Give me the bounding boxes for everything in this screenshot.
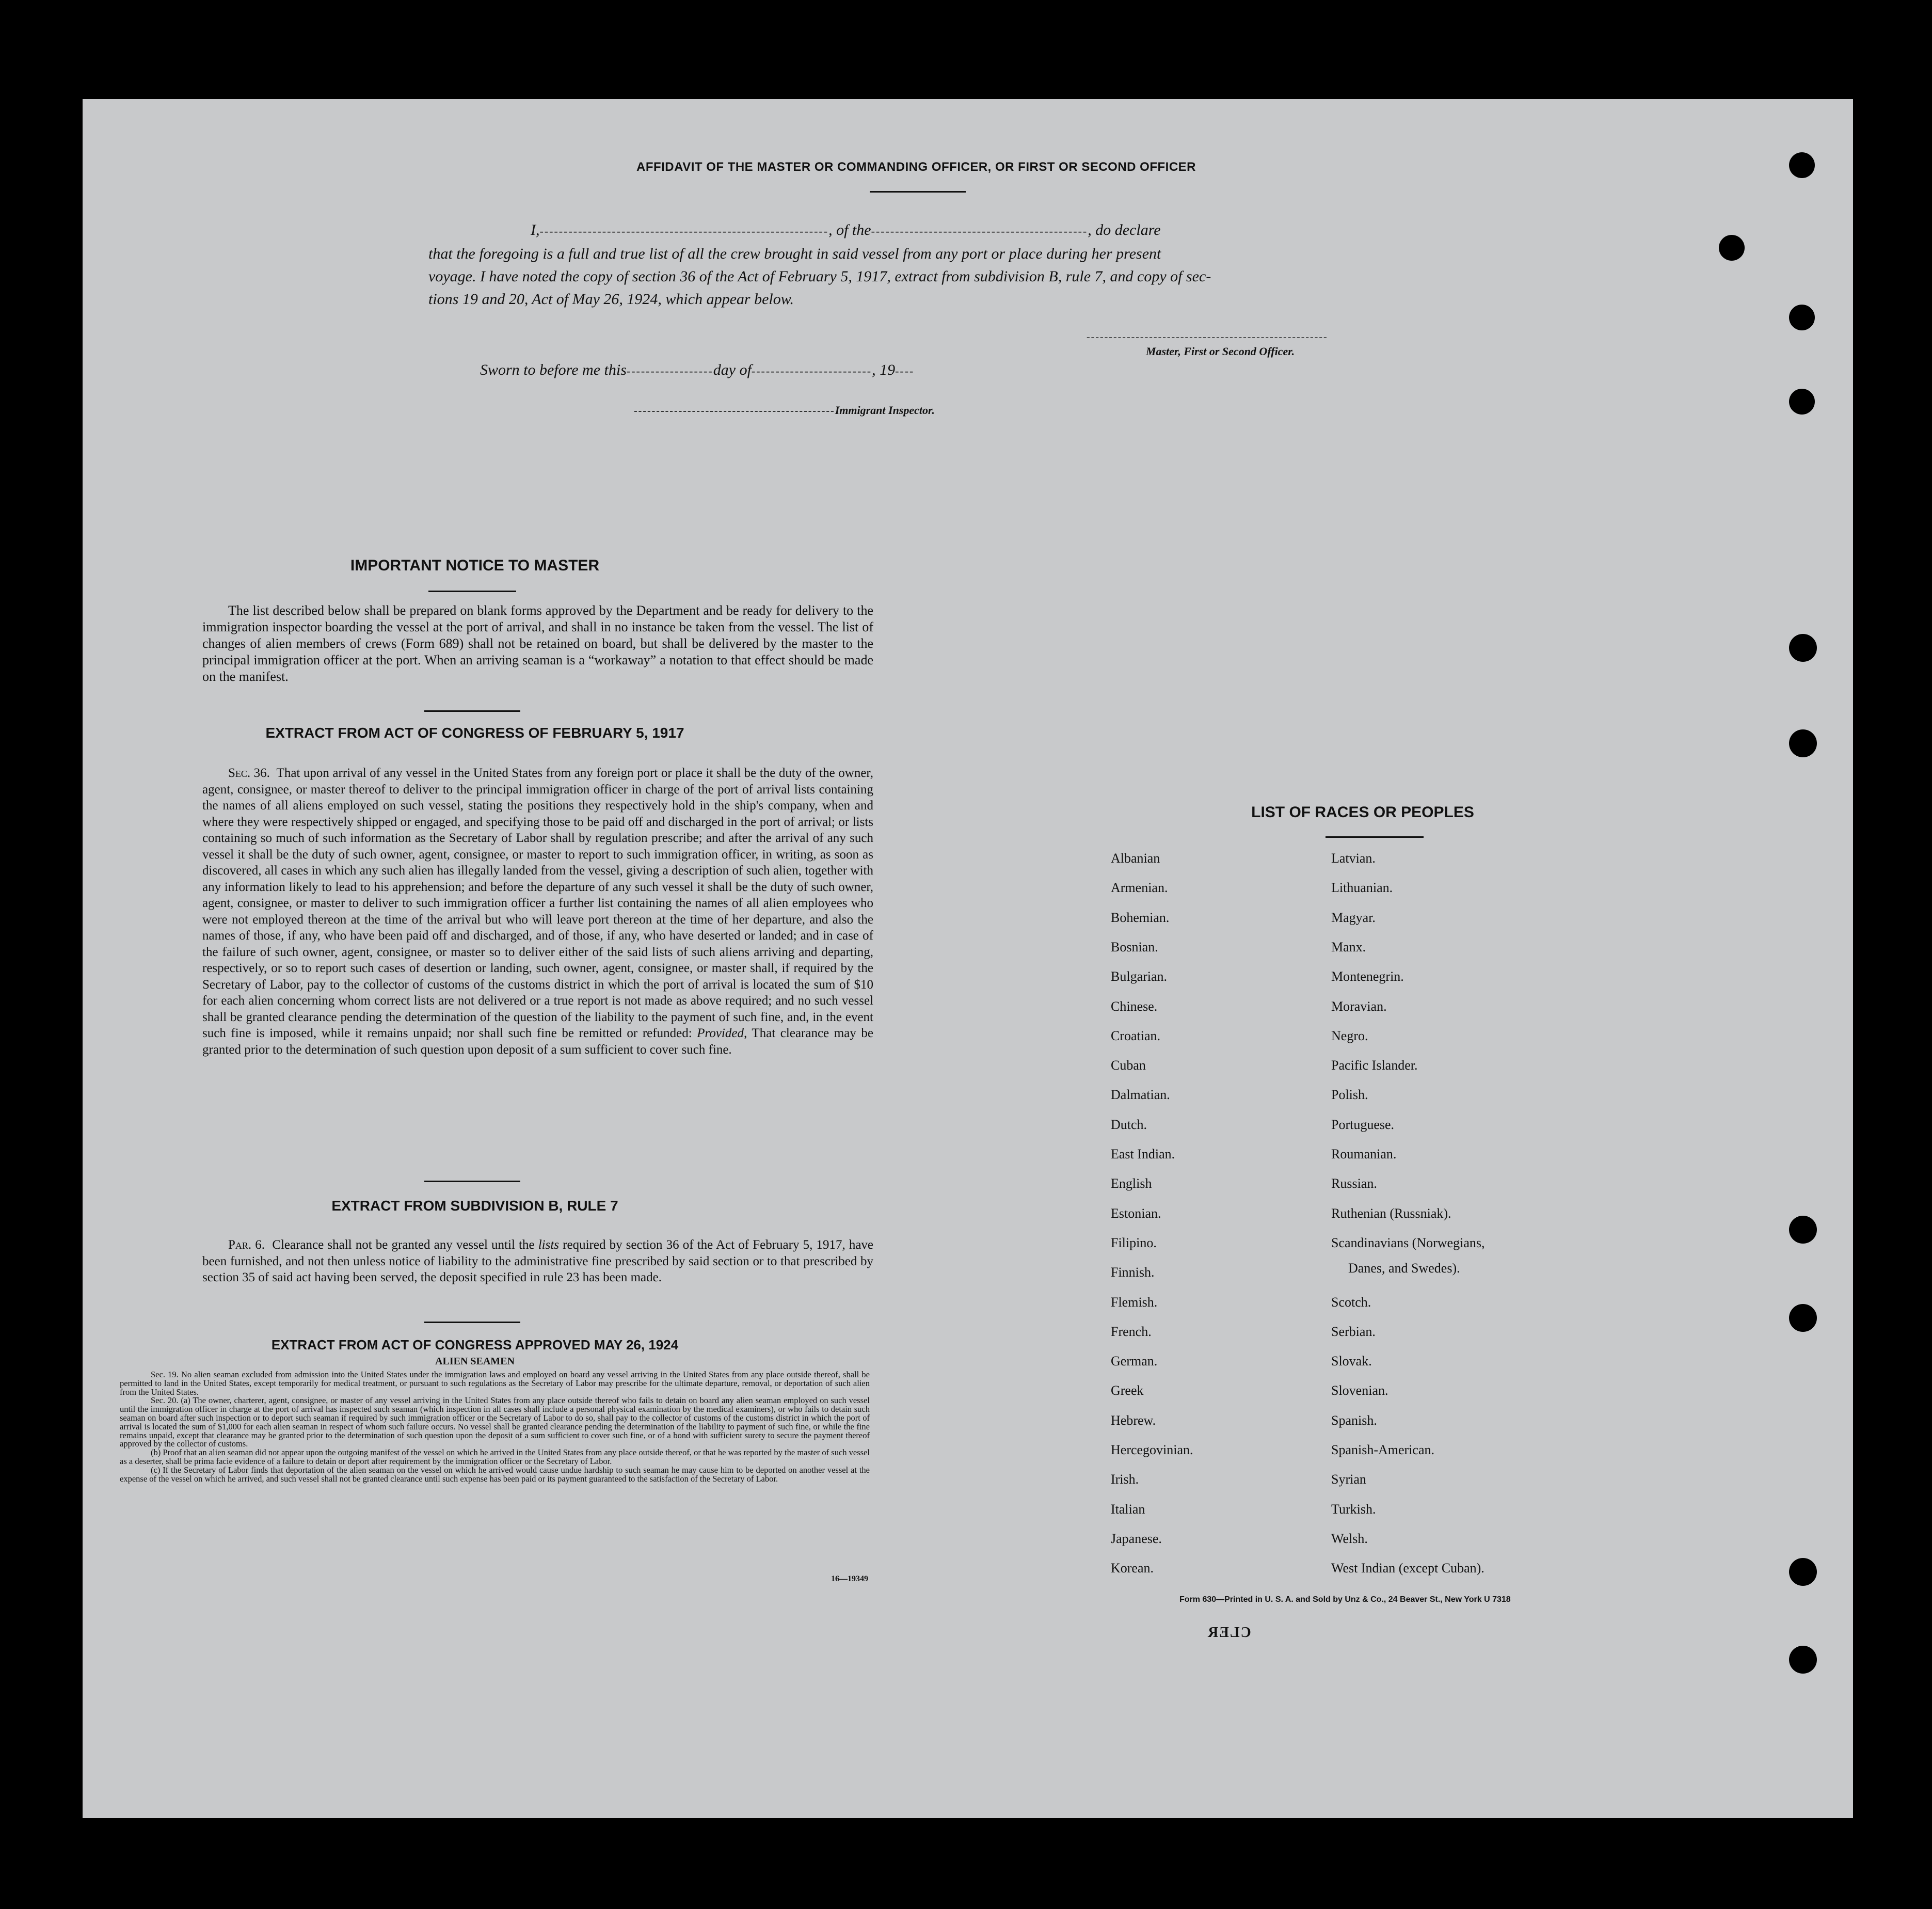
race-item: Korean. [1111, 1561, 1154, 1576]
extract-1924-body [120, 1371, 870, 1483]
sec-20a-text: Sec. 20. (a) The owner, charterer, agent, consignee, or master of any vessel arriving in the United States from any place outside thereof who fails to detain on board any alien seaman employed on such vessel until the immigration officer in charge at the port of arrival has inspected such seaman (which inspection in all cases shall include a personal physical examination by the medical examiners), or who fails to detain such seaman on board after such inspection or to deport such seaman if required by such immigration officer or the Secretary of Labor to do so, shall pay to the collector of customs of the customs district in which the port of arrival is located the sum of $1,000 for each alien seaman in respect of whom such failure occurs. No vessel shall be granted clearance pending the determination of the liability to payment of such fine, or while the fine remains unpaid, except that clearance may be granted prior to the determination of such question upon the deposit of a sum sufficient to cover such fine, or of a bond with sufficient surety to secure the payment thereof approved by the collector of customs. [120, 1395, 870, 1449]
race-item: Pacific Islander. [1331, 1058, 1418, 1073]
inspector-line [634, 404, 935, 417]
day-of-text: day of [713, 361, 752, 378]
race-item: Russian. [1331, 1176, 1377, 1191]
race-item: Albanian [1111, 851, 1160, 866]
notice-title: IMPORTANT NOTICE TO MASTER [350, 557, 600, 574]
punch-hole [1789, 1558, 1817, 1586]
provided-text: Provided, [697, 1026, 747, 1040]
race-item: Bohemian. [1111, 910, 1170, 925]
notice-body: The list described below shall be prepared on blank forms approved by the Department and be ready for delivery to the immigration inspector boarding the vessel at the port of arrival, and shall in no instance be taken from the vessel. The list of changes of alien members of crews (Form 689) shall not be retained on board, but shall be delivered by the master to the principal immigration officer at the port. When an arriving seaman is a “workaway” a notation to that effect should be made on the manifest. [202, 603, 873, 684]
sec-36-label: Sec. 36. [228, 766, 270, 780]
race-item: Portuguese. [1331, 1117, 1395, 1132]
race-item: Japanese. [1111, 1531, 1162, 1546]
punch-hole [1789, 634, 1817, 662]
sec-20b-text: (b) Proof that an alien seaman did not appear upon the outgoing manifest of the vessel on which he arrived in the United States from any place outside thereof, or that he was reported by the master of such vessel as a deserter, shall be prima facie evidence of a failure to detain or deport after requirement by the immigration officer or the Secretary of Labor. [120, 1447, 870, 1466]
race-item: Hercegovinian. [1111, 1442, 1193, 1457]
extract-1917-body [202, 765, 873, 1058]
race-item: Magyar. [1331, 910, 1376, 925]
notice-title-rule [428, 591, 516, 592]
punch-hole [1719, 235, 1745, 261]
race-item: Flemish. [1111, 1294, 1158, 1310]
affidavit-line-3: voyage. I have noted the copy of section 36 of the Act of February 5, 1917, extract from subdivision B, rule 7, and copy of sec- [428, 268, 1211, 285]
punch-hole [1789, 152, 1815, 178]
race-item: Lithuanian. [1331, 880, 1393, 896]
extract-1924-title: EXTRACT FROM ACT OF CONGRESS APPROVED MAY 26, 1924 [271, 1337, 679, 1353]
race-item: Roumanian. [1331, 1147, 1397, 1162]
race-item: Serbian. [1331, 1324, 1376, 1339]
sworn-day-blank[interactable]: ------------------ [626, 364, 713, 377]
punch-hole [1789, 305, 1815, 330]
race-item: Scotch. [1331, 1294, 1371, 1310]
par-6-text-b: required by section 36 of the Act of February 5, 1917, have been furnished, and not then unless notice of liability to the administrative fine prescribed by said section or to that prescribed by section 35 of said act having been served, the deposit specified in rule 23 has been made. [202, 1238, 874, 1284]
punch-hole [1789, 1216, 1817, 1244]
sworn-line [480, 361, 914, 379]
form-sheet [83, 99, 1853, 1818]
race-item: Bulgarian. [1111, 969, 1168, 984]
race-item: Armenian. [1111, 880, 1168, 896]
race-item: Slovenian. [1331, 1383, 1388, 1398]
affidavit-title-rule [870, 191, 966, 193]
of-the-text: , of the [828, 221, 871, 238]
race-item: Spanish. [1331, 1412, 1377, 1428]
rule-7-body [202, 1237, 873, 1286]
sworn-text: Sworn to before me this [480, 361, 627, 378]
par-6-text-a: Clearance shall not be granted any vessel until the [272, 1238, 535, 1252]
race-item: Polish. [1331, 1087, 1368, 1103]
race-item: Italian [1111, 1501, 1145, 1517]
race-item: Croatian. [1111, 1028, 1161, 1043]
affidavit-line-1 [480, 219, 1492, 243]
race-item: Filipino. [1111, 1235, 1157, 1250]
year-prefix-text: , 19 [872, 361, 896, 378]
race-item: Dalmatian. [1111, 1087, 1170, 1103]
race-item: Scandinavians (Norwegians, [1331, 1235, 1485, 1250]
race-item: French. [1111, 1324, 1152, 1339]
sworn-year-blank[interactable]: ---- [895, 364, 915, 377]
printer-imprint: Form 630—Printed in U. S. A. and Sold by Unz & Co., 24 Beaver St., New York U 7318 [1179, 1595, 1511, 1604]
extract-1917-title: EXTRACT FROM ACT OF CONGRESS OF FEBRUARY 5, 1917 [265, 725, 684, 741]
race-item: Dutch. [1111, 1117, 1147, 1132]
punch-hole [1789, 389, 1815, 415]
race-item: Spanish-American. [1331, 1442, 1435, 1457]
race-item: English [1111, 1176, 1152, 1191]
race-item: Ruthenian (Russniak). [1331, 1205, 1451, 1221]
do-declare-text: , do declare [1088, 221, 1161, 238]
race-item: East Indian. [1111, 1147, 1175, 1162]
sworn-month-blank[interactable]: ------------------------- [751, 364, 872, 377]
race-item: Montenegrin. [1331, 969, 1404, 984]
race-item: Latvian. [1331, 851, 1376, 866]
affidavit-line-2: that the foregoing is a full and true list of all the crew brought in said vessel from any port or place during her present [428, 245, 1161, 262]
race-item: Estonian. [1111, 1205, 1161, 1221]
race-item: Syrian [1331, 1472, 1366, 1487]
race-item: Manx. [1331, 939, 1366, 954]
rule-7-title: EXTRACT FROM SUBDIVISION B, RULE 7 [331, 1198, 618, 1214]
sec-19-text: Sec. 19. No alien seaman excluded from admission into the United States under the immigration laws and employed on board any vessel arriving in the United States from any place outside thereof, shall be permitted to land in the United States, except temporarily for medical treatment, or pursuant to such regulations as the Secretary of Labor may prescribe for the ultimate departure, removal, or deportation of such alien from the United States. [120, 1370, 870, 1397]
inspector-signature-blank[interactable]: --------------------------------------------- [634, 405, 835, 417]
lists-text: lists [538, 1238, 560, 1252]
race-item: Welsh. [1331, 1531, 1368, 1546]
race-item: West Indian (except Cuban). [1331, 1561, 1484, 1576]
par-6-label: Par. 6. [228, 1238, 265, 1252]
alien-seamen-subtitle: ALIEN SEAMEN [435, 1356, 515, 1367]
race-item: Greek [1111, 1383, 1144, 1398]
race-item: Negro. [1331, 1028, 1368, 1043]
race-item: Bosnian. [1111, 939, 1158, 954]
race-item: Slovak. [1331, 1354, 1372, 1369]
mirrored-stamp: CLER [1207, 1625, 1251, 1641]
race-item: Irish. [1111, 1472, 1139, 1487]
inspector-label: Immigrant Inspector. [835, 404, 935, 417]
punch-hole [1789, 729, 1817, 757]
notice-rule [424, 710, 520, 712]
sec-36-end-text: That clearance may be granted prior to the determination of such question upon deposit of a sum sufficient to cover such fine. [202, 1026, 873, 1057]
form-code: 16—19349 [831, 1574, 868, 1583]
affidavit-i: I, [531, 221, 540, 238]
punch-hole [1789, 1646, 1817, 1674]
race-item: Cuban [1111, 1058, 1146, 1073]
race-item: Hebrew. [1111, 1412, 1156, 1428]
name-blank[interactable]: ------------------------------------------------------------ [539, 225, 829, 237]
race-item: Finnish. [1111, 1265, 1155, 1280]
race-scandinavians-continued: Danes, and Swedes). [1348, 1261, 1460, 1276]
race-item: German. [1111, 1354, 1158, 1369]
punch-hole [1789, 1304, 1817, 1332]
master-signature-blank[interactable]: ------------------------------------------------------ [1087, 331, 1328, 343]
rule-7-rule [424, 1322, 520, 1323]
master-signature-label: Master, First or Second Officer. [1146, 345, 1295, 358]
race-item: Chinese. [1111, 998, 1158, 1014]
races-title: LIST OF RACES OR PEOPLES [1251, 804, 1474, 821]
vessel-blank[interactable]: --------------------------------------------- [871, 225, 1088, 237]
extract-1917-rule [424, 1181, 520, 1182]
sec-36-text: That upon arrival of any vessel in the United States from any foreign port or place it shall be the duty of the owner, agent, consignee, or master thereof to deliver to the principal immigration officer in charge of the port of arrival lists containing the names of all aliens employed on such vessel, stating the positions they respectively hold in the ship's company, when and where they were respectively shipped or engaged, and specifying those to be paid off and discharged in the port of arrival; or lists containing so much of such information as the Secretary of Labor shall by regulation prescribe; and after the arrival of any such vessel it shall be the duty of such owner, agent, consignee, or master to report to such immigration officer, in writing, as soon as discovered, all cases in which any such alien has illegally landed from the vessel, giving a description of such alien, together with any information likely to lead to his apprehension; and before the departure of any such vessel it shall be the duty of such owner, agent, consignee, or master to deliver to such immigration officer a further list containing the names of all alien employees who were not employed thereon at the time of the arrival but who will leave port thereon at the time of her departure, and also the names of those, if any, who have been paid off and discharged, and of those, if any, who have deserted or landed; and in case of the failure of such owner, agent, consignee, or master so to deliver either of the said lists of such aliens arriving and departing, respectively, or so to report such cases of desertion or landing, such owner, agent, consignee, or master shall, if required by the Secretary of Labor, pay to the collector of customs of the customs district in which the port of arrival is located the sum of $10 for each alien concerning whom correct lists are not delivered or a true report is not made as above required; and no such vessel shall be granted clearance pending the determination of the question of the liability to the payment of such fine, and, in the event such fine is imposed, while it remains unpaid; nor shall such fine be remitted or refunded: [202, 766, 873, 1040]
affidavit-title: AFFIDAVIT OF THE MASTER OR COMMANDING OFFICER, OR FIRST OR SECOND OFFICER [636, 160, 1196, 174]
races-title-rule [1326, 836, 1424, 838]
race-item: Turkish. [1331, 1501, 1376, 1517]
race-item: Moravian. [1331, 998, 1387, 1014]
affidavit-line-4: tions 19 and 20, Act of May 26, 1924, which appear below. [428, 291, 794, 308]
sec-20c-text: (c) If the Secretary of Labor finds that deportation of the alien seaman on the vessel on which he arrived would cause undue hardship to such seaman he may cause him to be deported on another vessel at the expense of the vessel on which he arrived, and such vessel shall not be granted clearance until such expense has been paid or its payment guaranteed to the satisfaction of the Secretary of Labor. [120, 1465, 870, 1484]
